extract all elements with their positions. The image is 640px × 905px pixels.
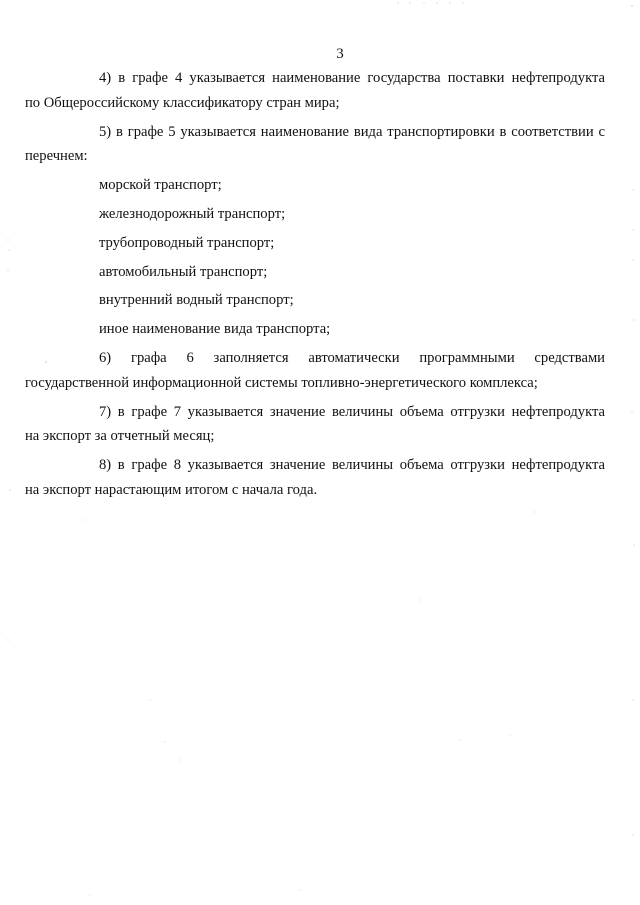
paragraph-item-5-line-1: 5) в графе 5 указывается наименование вида транспортировки в соответствии с — [99, 123, 605, 140]
paragraph-item-7 — [25, 400, 605, 450]
paragraph-item-5 — [25, 120, 605, 170]
list-item: морской транспорт; — [99, 177, 222, 194]
paragraph-item-4 — [25, 66, 605, 116]
list-item: иное наименование вида транспорта; — [99, 321, 331, 338]
paragraph-item-6 — [25, 346, 605, 396]
list-item: трубопроводный транспорт; — [99, 234, 275, 251]
paragraph-item-8 — [25, 453, 605, 503]
paragraph-item-7-line-2: на экспорт за отчетный месяц; — [25, 428, 215, 445]
list-item: железнодорожный транспорт; — [99, 205, 286, 222]
document-body — [25, 66, 605, 503]
list-item: внутренний водный транспорт; — [99, 292, 294, 309]
paragraph-item-4-line-1: 4) в графе 4 указывается наименование государства поставки нефтепродукта — [99, 70, 605, 86]
paragraph-item-5-line-2: перечнем: — [25, 148, 88, 165]
transport-list — [62, 173, 605, 342]
paragraph-item-4-line-2: по Общероссийскому классификатору стран мира; — [25, 94, 340, 111]
paragraph-item-7-line-1: 7) в графе 7 указывается значение величины объема отгрузки нефтепродукта — [99, 403, 605, 420]
paragraph-item-8-line-1: 8) в графе 8 указывается значение величины объема отгрузки нефтепродукта — [99, 457, 605, 474]
paragraph-item-6-line-1: 6) графа 6 заполняется автоматически программными средствами — [99, 349, 605, 366]
paragraph-item-8-line-2: на экспорт нарастающим итогом с начала года. — [25, 481, 318, 498]
list-item: автомобильный транспорт; — [99, 263, 268, 280]
paragraph-item-6-line-2: государственной информационной системы топливно-энергетического комплекса; — [25, 374, 538, 391]
page-number: 3 — [336, 46, 344, 62]
